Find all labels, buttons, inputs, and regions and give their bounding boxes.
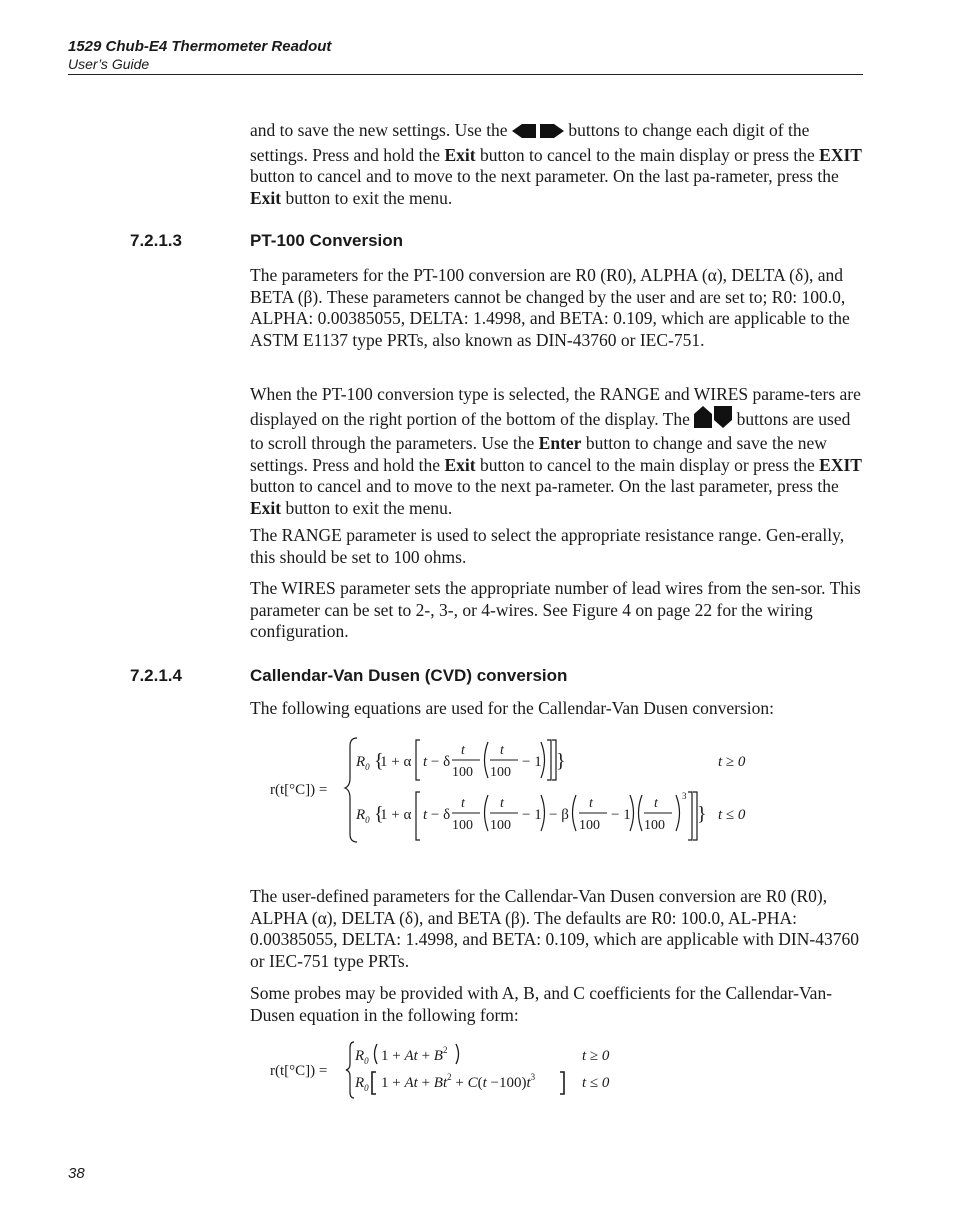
paren-open <box>485 742 489 778</box>
paren-open <box>639 795 643 831</box>
paragraph-text: When the PT-100 conversion type is selected, the RANGE and WIRES parame-ters are displayed on the right portion of the bottom of the display. The <box>250 384 861 429</box>
bracket-open <box>416 740 420 780</box>
abc-equation <box>262 1038 662 1102</box>
exponent-3: 3 <box>682 791 687 801</box>
polynomial-negative: $1 + At + Bt^2 + C(t -100)t^3$ <box>381 1072 536 1091</box>
document-title: 1529 Chub-E4 Thermometer Readout <box>68 38 332 55</box>
t-minus-delta: t − δ <box>423 807 451 823</box>
paragraph-text: button to cancel to the main display or press the <box>475 454 820 475</box>
section-title: Callendar-Van Dusen (CVD) conversion <box>250 666 568 685</box>
exit-button-label: EXIT <box>819 454 862 475</box>
paren-open <box>485 795 489 831</box>
paren-open <box>375 1044 378 1064</box>
fraction-denominator: 100 <box>579 818 600 833</box>
polynomial-positive: $1 + At + B^2$ <box>381 1045 448 1064</box>
condition-positive: t ≥ 0 <box>582 1048 610 1064</box>
section-number: 7.2.1.4 <box>130 666 182 685</box>
section-title: PT-100 Conversion <box>250 231 404 250</box>
section-number: 7.2.1.3 <box>130 231 182 250</box>
exit-button-label: Exit <box>444 144 476 165</box>
paragraph-text: buttons are used to scroll through the parameters. Use the <box>250 408 851 453</box>
term-1-plus-alpha: 1 + α <box>380 807 412 823</box>
pt100-parameters-paragraph: The parameters for the PT-100 conversion are R0 (R0), ALPHA (α), DELTA (δ), and BETA (β). These parameters cannot be changed by the user and are set to; R0: 100.0, ALPHA: 0.00385055, DELTA: 1.4998, and BETA: 0.109, which are applicable to the ASTM E1137 type PRTs, also known as DIN-43760 or IEC-751. <box>250 265 850 350</box>
condition-positive: t ≥ 0 <box>718 754 746 770</box>
paren-close <box>676 795 680 831</box>
fraction-numerator: t <box>654 796 658 811</box>
equation-lhs: r(t[°C]) = <box>270 1063 328 1079</box>
page-header <box>68 38 863 75</box>
exit-button-label: Exit <box>444 454 476 475</box>
bracket-close <box>688 792 692 840</box>
wires-parameter-paragraph: The WIRES parameter sets the appropriate number of lead wires from the sen-sor. This parameter can be set to 2-, 3-, or 4-wires. See Figure 4 on page 22 for the wiring configuration. <box>250 578 861 641</box>
intro-paragraph <box>250 120 863 209</box>
fraction-denominator: 100 <box>490 765 511 780</box>
r0-symbol: $R_0$ <box>356 807 370 825</box>
minus-one: − 1 <box>522 807 542 823</box>
fraction-numerator: t <box>589 796 593 811</box>
bracket-close <box>560 1072 564 1094</box>
minus-beta: − β <box>549 807 569 823</box>
paragraph-text: button to change and save the new settings. Press and hold the <box>250 433 827 475</box>
curly-open: { <box>374 750 384 772</box>
cvd-parameters-paragraph: The user-defined parameters for the Callendar-Van Dusen conversion are R0 (R0), ALPHA (α), DELTA (δ), and BETA (β). The defaults are R0: 100.0, AL-PHA: 0.00385055, DELTA: 1.4998, and BETA: 0.109, which are applicable with DIN-43760 or IEC-751 type PRTs. <box>250 886 859 971</box>
term-1-plus-alpha: 1 + α <box>380 754 412 770</box>
fraction-numerator: t <box>500 743 504 758</box>
minus-one: − 1 <box>522 754 542 770</box>
paragraph-text: button to exit the menu. <box>281 497 453 518</box>
section-heading-cvd <box>130 666 863 686</box>
fraction-numerator: t <box>461 796 465 811</box>
abc-coefficients-paragraph: Some probes may be provided with A, B, and C coefficients for the Callendar-Van-Dusen equation in the following form: <box>250 983 833 1025</box>
bracket-open <box>372 1072 376 1094</box>
fraction-numerator: t <box>461 743 465 758</box>
r0-symbol: $R_0$ <box>355 1075 369 1093</box>
fraction-denominator: 100 <box>644 818 665 833</box>
equation-lhs: r(t[°C]) = <box>270 782 328 798</box>
fraction-denominator: 100 <box>452 765 473 780</box>
exit-button-label: Exit <box>250 497 282 518</box>
condition-negative: t ≤ 0 <box>582 1075 610 1091</box>
cvd-equation <box>262 730 782 846</box>
fraction-numerator: t <box>500 796 504 811</box>
intro-text: button to exit the menu. <box>281 187 453 208</box>
r0-symbol: $R_0$ <box>355 1048 369 1066</box>
intro-text: button to cancel to the main display or press the <box>475 144 820 165</box>
exit-button-label: Exit <box>250 187 282 208</box>
t-minus-delta: t − δ <box>423 754 451 770</box>
intro-text: buttons to change each digit of the settings. Press and hold the <box>250 120 810 165</box>
intro-text: and to save the new settings. Use the <box>250 120 512 140</box>
bracket-close <box>547 740 551 780</box>
range-parameter-paragraph: The RANGE parameter is used to select the appropriate resistance range. Gen-erally, this should be set to 100 ohms. <box>250 525 845 567</box>
section-heading-pt100 <box>130 231 863 251</box>
exit-button-label: EXIT <box>819 144 862 165</box>
cvd-intro-paragraph: The following equations are used for the Callendar-Van Dusen conversion: <box>250 698 775 718</box>
paragraph-text: button to cancel and to move to the next pa-rameter. On the last parameter, press the <box>250 476 839 496</box>
minus-one: − 1 <box>611 807 631 823</box>
paren-close <box>456 1044 459 1064</box>
curly-open: { <box>374 803 384 825</box>
left-right-arrow-buttons-icon <box>512 123 564 145</box>
left-brace <box>346 1042 354 1098</box>
paren-open <box>573 795 577 831</box>
pt100-range-wires-paragraph <box>250 384 863 519</box>
document-subtitle: User’s Guide <box>68 56 150 72</box>
page-number: 38 <box>68 1165 85 1182</box>
curly-close: } <box>556 750 566 772</box>
condition-negative: t ≤ 0 <box>718 807 746 823</box>
bracket-open <box>416 792 420 840</box>
up-down-arrow-buttons-icon <box>694 406 732 434</box>
intro-text: button to cancel and to move to the next parameter. On the last pa-rameter, press the <box>250 166 839 186</box>
enter-button-label: Enter <box>538 433 582 453</box>
fraction-denominator: 100 <box>452 818 473 833</box>
curly-close: } <box>697 803 707 825</box>
r0-symbol: $R_0$ <box>356 754 370 772</box>
fraction-denominator: 100 <box>490 818 511 833</box>
